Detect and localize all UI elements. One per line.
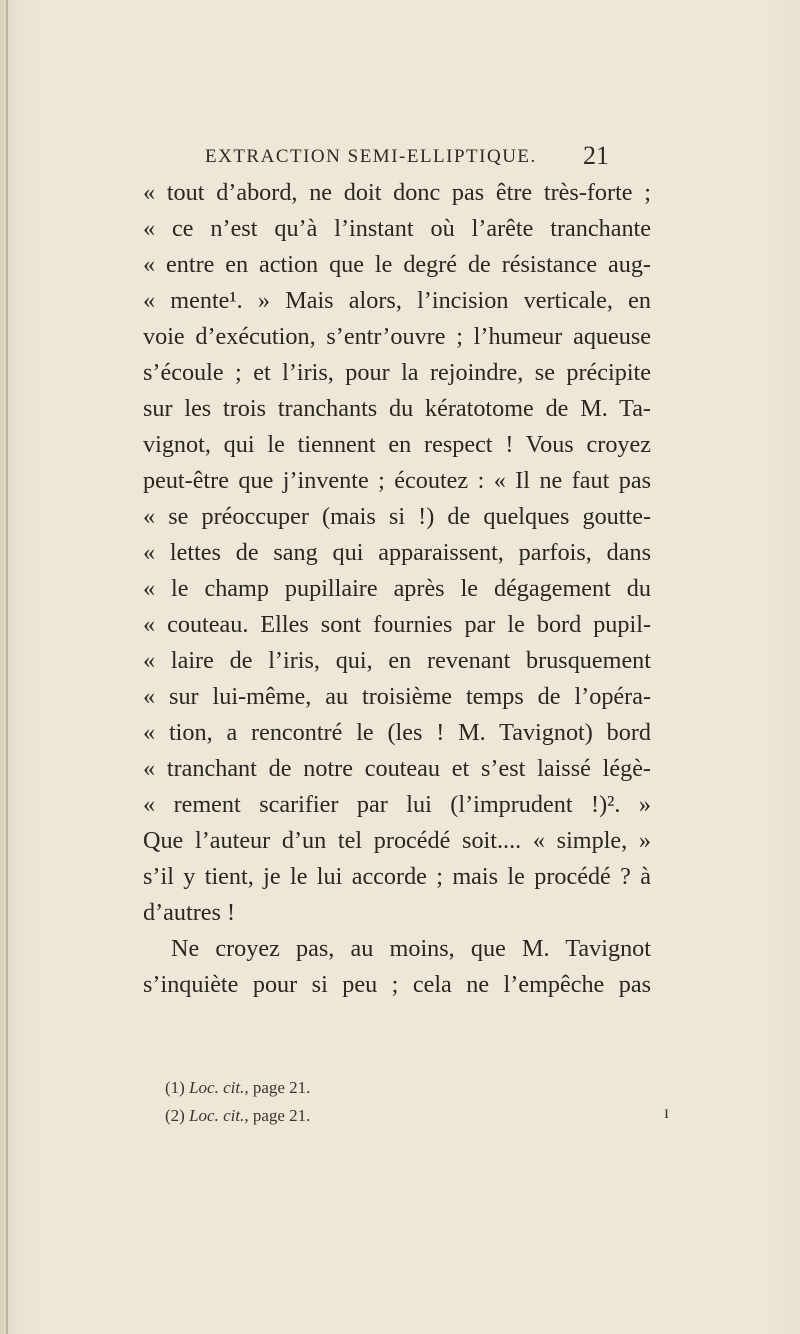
text-line: s’il y tient, je le lui accorde ; mais le procédé ? à xyxy=(143,863,651,890)
footnote xyxy=(165,1074,310,1102)
text-line: d’autres ! xyxy=(143,899,236,926)
footnote-page: , page 21. xyxy=(244,1106,311,1125)
text-line: « rement scarifier par lui (l’imprudent !)². » xyxy=(143,791,651,818)
text-line: « entre en action que le degré de résistance aug- xyxy=(143,251,651,278)
text-line: « tout d’abord, ne doit donc pas être très-forte ; xyxy=(143,179,651,206)
text-line: s’inquiète pour si peu ; cela ne l’empêche pas xyxy=(143,971,651,998)
text-line: « le champ pupillaire après le dégagement du xyxy=(143,575,651,602)
page-number: 21 xyxy=(583,141,609,170)
text-line: « se préoccuper (mais si !) de quelques goutte- xyxy=(143,503,651,530)
text-line: sur les trois tranchants du kératotome de M. Ta- xyxy=(143,395,651,422)
footnote xyxy=(165,1102,310,1130)
stray-mark: ɪ xyxy=(664,1102,670,1122)
footnote-page: , page 21. xyxy=(244,1078,311,1097)
footnotes xyxy=(165,1074,310,1130)
text-line: « mente¹. » Mais alors, l’incision verticale, en xyxy=(143,287,651,314)
text-line: « ce n’est qu’à l’instant où l’arête tranchante xyxy=(143,215,651,242)
text-line: peut-être que j’invente ; écoutez : « Il ne faut pas xyxy=(143,467,651,494)
footnote-number: (2) xyxy=(165,1106,185,1125)
footnote-reference: Loc. cit. xyxy=(189,1106,245,1125)
text-line: « tranchant de notre couteau et s’est laissé légè- xyxy=(143,755,651,782)
footnote-reference: Loc. cit. xyxy=(189,1078,245,1097)
footnote-number: (1) xyxy=(165,1078,185,1097)
running-head: EXTRACTION SEMI-ELLIPTIQUE. xyxy=(205,146,537,167)
text-line: vignot, qui le tiennent en respect ! Vous croyez xyxy=(143,431,651,458)
text-line: Que l’auteur d’un tel procédé soit.... « simple, » xyxy=(143,827,651,854)
text-line: voie d’exécution, s’entr’ouvre ; l’humeur aqueuse xyxy=(143,323,651,350)
text-line: s’écoule ; et l’iris, pour la rejoindre, se précipite xyxy=(143,359,651,386)
gutter-edge xyxy=(6,0,8,1334)
text-line: « lettes de sang qui apparaissent, parfois, dans xyxy=(143,539,651,566)
text-line: « sur lui-même, au troisième temps de l’opéra- xyxy=(143,683,651,710)
text-line: « couteau. Elles sont fournies par le bord pupil- xyxy=(143,611,651,638)
text-line: Ne croyez pas, au moins, que M. Tavignot xyxy=(171,935,651,962)
text-line: « laire de l’iris, qui, en revenant brusquement xyxy=(143,647,651,674)
body-text xyxy=(143,175,651,1003)
text-line: « tion, a rencontré le (les ! M. Tavignot) bord xyxy=(143,719,651,746)
